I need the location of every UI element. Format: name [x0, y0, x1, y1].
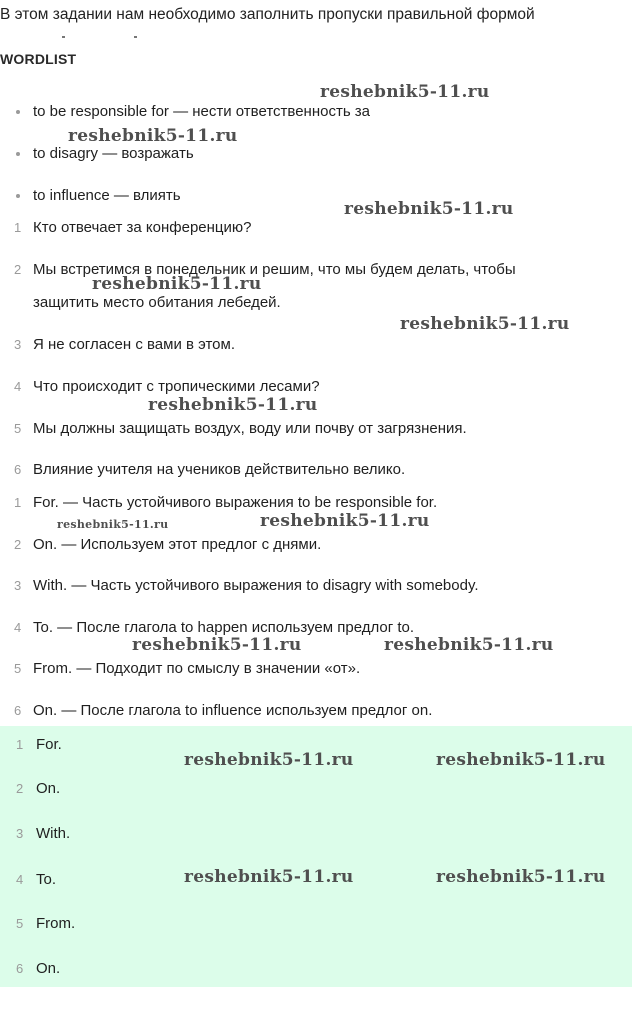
watermark: reshebnik5-11.ru	[92, 274, 262, 294]
cut-off-text-fragment	[62, 36, 142, 42]
watermark: reshebnik5-11.ru	[57, 518, 169, 531]
watermark: reshebnik5-11.ru	[260, 511, 430, 531]
bullet-icon	[16, 152, 20, 156]
bullet-icon	[16, 194, 20, 198]
intro-text: В этом задании нам необходимо заполнить пропуски правильной формой	[0, 6, 535, 23]
watermark: reshebnik5-11.ru	[184, 867, 354, 887]
watermark: reshebnik5-11.ru	[320, 82, 490, 102]
watermark: reshebnik5-11.ru	[184, 750, 354, 770]
watermark: reshebnik5-11.ru	[68, 126, 238, 146]
bullet-icon	[16, 110, 20, 114]
watermark: reshebnik5-11.ru	[148, 395, 318, 415]
answers-panel: 1 For. 2 On. 3 With. 4 To. 5 From. 6 On.	[0, 726, 632, 987]
watermark: reshebnik5-11.ru	[436, 867, 606, 887]
watermark: reshebnik5-11.ru	[344, 199, 514, 219]
watermark: reshebnik5-11.ru	[436, 750, 606, 770]
watermark: reshebnik5-11.ru	[384, 635, 554, 655]
watermark: reshebnik5-11.ru	[132, 635, 302, 655]
watermark: reshebnik5-11.ru	[400, 314, 570, 334]
wordlist-heading: WORDLIST	[0, 51, 77, 67]
